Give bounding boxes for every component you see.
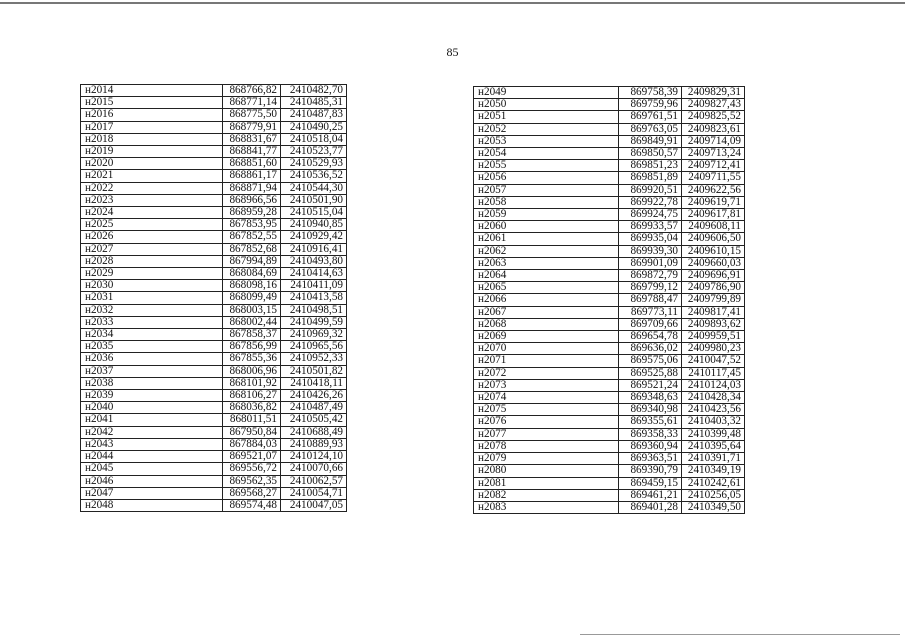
y-coordinate-cell: 2410536,52 (281, 170, 347, 182)
table-row (81, 231, 347, 243)
x-coordinate-cell: 868003,15 (223, 304, 281, 316)
table-row (474, 318, 745, 330)
y-coordinate-cell: 2409606,50 (682, 233, 745, 245)
point-name-cell: н2078 (474, 440, 619, 452)
table-row (474, 392, 745, 404)
table-row (474, 477, 745, 489)
x-coordinate-cell: 869636,02 (619, 343, 682, 355)
table-row (474, 306, 745, 318)
x-coordinate-cell: 868851,60 (223, 158, 281, 170)
table-row (474, 331, 745, 343)
table-row (81, 97, 347, 109)
x-coordinate-cell: 869360,94 (619, 440, 682, 452)
point-name-cell: н2033 (81, 316, 223, 328)
table-row (474, 453, 745, 465)
y-coordinate-cell: 2410529,93 (281, 158, 347, 170)
table-row (81, 329, 347, 341)
x-coordinate-cell: 868036,82 (223, 402, 281, 414)
y-coordinate-cell: 2409799,89 (682, 294, 745, 306)
x-coordinate-cell: 869935,04 (619, 233, 682, 245)
table-row (81, 170, 347, 182)
x-coordinate-cell: 869851,89 (619, 172, 682, 184)
point-name-cell: н2080 (474, 465, 619, 477)
point-name-cell: н2065 (474, 282, 619, 294)
table-row (474, 428, 745, 440)
point-name-cell: н2049 (474, 87, 619, 99)
table-row (81, 402, 347, 414)
y-coordinate-cell: 2410501,82 (281, 365, 347, 377)
point-name-cell: н2020 (81, 158, 223, 170)
y-coordinate-cell: 2410054,71 (281, 487, 347, 499)
x-coordinate-cell: 869849,91 (619, 135, 682, 147)
x-coordinate-cell: 869851,23 (619, 160, 682, 172)
y-coordinate-cell: 2409617,81 (682, 209, 745, 221)
point-name-cell: н2073 (474, 379, 619, 391)
table-row (81, 280, 347, 292)
point-name-cell: н2023 (81, 194, 223, 206)
x-coordinate-cell: 869459,15 (619, 477, 682, 489)
x-coordinate-cell: 868771,14 (223, 97, 281, 109)
table-row (474, 87, 745, 99)
point-name-cell: н2079 (474, 453, 619, 465)
point-name-cell: н2026 (81, 231, 223, 243)
y-coordinate-cell: 2410047,52 (682, 355, 745, 367)
x-coordinate-cell: 869761,51 (619, 111, 682, 123)
y-coordinate-cell: 2410929,42 (281, 231, 347, 243)
y-coordinate-cell: 2410413,58 (281, 292, 347, 304)
table-row (81, 146, 347, 158)
x-coordinate-cell: 869901,09 (619, 257, 682, 269)
point-name-cell: н2032 (81, 304, 223, 316)
point-name-cell: н2083 (474, 501, 619, 513)
y-coordinate-cell: 2410916,41 (281, 243, 347, 255)
y-coordinate-cell: 2409622,56 (682, 184, 745, 196)
point-name-cell: н2024 (81, 207, 223, 219)
table-row (474, 270, 745, 282)
table-row (81, 133, 347, 145)
y-coordinate-cell: 2410493,80 (281, 255, 347, 267)
x-coordinate-cell: 869924,75 (619, 209, 682, 221)
x-coordinate-cell: 869872,79 (619, 270, 682, 282)
y-coordinate-cell: 2409827,43 (682, 99, 745, 111)
point-name-cell: н2034 (81, 329, 223, 341)
table-row (81, 158, 347, 170)
y-coordinate-cell: 2410256,05 (682, 489, 745, 501)
x-coordinate-cell: 869933,57 (619, 221, 682, 233)
point-name-cell: н2055 (474, 160, 619, 172)
point-name-cell: н2040 (81, 402, 223, 414)
x-coordinate-cell: 869709,66 (619, 318, 682, 330)
point-name-cell: н2060 (474, 221, 619, 233)
table-row (81, 207, 347, 219)
x-coordinate-cell: 869788,47 (619, 294, 682, 306)
y-coordinate-cell: 2410117,45 (682, 367, 745, 379)
x-coordinate-cell: 869920,51 (619, 184, 682, 196)
y-coordinate-cell: 2409714,09 (682, 135, 745, 147)
point-name-cell: н2015 (81, 97, 223, 109)
y-coordinate-cell: 2410399,48 (682, 428, 745, 440)
table-row (81, 365, 347, 377)
y-coordinate-cell: 2409829,31 (682, 87, 745, 99)
x-coordinate-cell: 867852,68 (223, 243, 281, 255)
table-row (474, 172, 745, 184)
table-row (81, 414, 347, 426)
y-coordinate-cell: 2410395,64 (682, 440, 745, 452)
x-coordinate-cell: 868084,69 (223, 268, 281, 280)
y-coordinate-cell: 2410544,30 (281, 182, 347, 194)
table-row (474, 282, 745, 294)
point-name-cell: н2018 (81, 133, 223, 145)
x-coordinate-cell: 869568,27 (223, 487, 281, 499)
table-row (474, 209, 745, 221)
x-coordinate-cell: 867950,84 (223, 426, 281, 438)
x-coordinate-cell: 867853,95 (223, 219, 281, 231)
point-name-cell: н2074 (474, 392, 619, 404)
table-row (81, 426, 347, 438)
y-coordinate-cell: 2410969,32 (281, 329, 347, 341)
point-name-cell: н2038 (81, 377, 223, 389)
y-coordinate-cell: 2410490,25 (281, 121, 347, 133)
table-row (81, 194, 347, 206)
table-row (81, 292, 347, 304)
point-name-cell: н2053 (474, 135, 619, 147)
table-row (474, 465, 745, 477)
coordinates-table-left (80, 84, 347, 512)
table-row (474, 440, 745, 452)
y-coordinate-cell: 2410501,90 (281, 194, 347, 206)
x-coordinate-cell: 869521,07 (223, 451, 281, 463)
x-coordinate-cell: 867855,36 (223, 353, 281, 365)
x-coordinate-cell: 869758,39 (619, 87, 682, 99)
point-name-cell: н2082 (474, 489, 619, 501)
table-row (81, 341, 347, 353)
point-name-cell: н2017 (81, 121, 223, 133)
x-coordinate-cell: 869363,51 (619, 453, 682, 465)
point-name-cell: н2054 (474, 148, 619, 160)
x-coordinate-cell: 868766,82 (223, 85, 281, 97)
point-name-cell: н2039 (81, 390, 223, 402)
y-coordinate-cell: 2409696,91 (682, 270, 745, 282)
y-coordinate-cell: 2410418,11 (281, 377, 347, 389)
table-row (474, 123, 745, 135)
x-coordinate-cell: 867856,99 (223, 341, 281, 353)
x-coordinate-cell: 869461,21 (619, 489, 682, 501)
point-name-cell: н2027 (81, 243, 223, 255)
y-coordinate-cell: 2410391,71 (682, 453, 745, 465)
x-coordinate-cell: 868101,92 (223, 377, 281, 389)
x-coordinate-cell: 869401,28 (619, 501, 682, 513)
x-coordinate-cell: 867994,89 (223, 255, 281, 267)
table-row (81, 475, 347, 487)
point-name-cell: н2022 (81, 182, 223, 194)
y-coordinate-cell: 2410499,59 (281, 316, 347, 328)
x-coordinate-cell: 869348,63 (619, 392, 682, 404)
x-coordinate-cell: 868861,17 (223, 170, 281, 182)
y-coordinate-cell: 2410349,50 (682, 501, 745, 513)
y-coordinate-cell: 2409823,61 (682, 123, 745, 135)
y-coordinate-cell: 2409610,15 (682, 245, 745, 257)
x-coordinate-cell: 869355,61 (619, 416, 682, 428)
x-coordinate-cell: 867884,03 (223, 438, 281, 450)
point-name-cell: н2075 (474, 404, 619, 416)
y-coordinate-cell: 2410411,09 (281, 280, 347, 292)
x-coordinate-cell: 869574,48 (223, 499, 281, 511)
x-coordinate-cell: 869654,78 (619, 331, 682, 343)
y-coordinate-cell: 2409608,11 (682, 221, 745, 233)
point-name-cell: н2042 (81, 426, 223, 438)
x-coordinate-cell: 868779,91 (223, 121, 281, 133)
point-name-cell: н2059 (474, 209, 619, 221)
x-coordinate-cell: 869390,79 (619, 465, 682, 477)
table-row (474, 135, 745, 147)
y-coordinate-cell: 2410518,04 (281, 133, 347, 145)
y-coordinate-cell: 2409660,03 (682, 257, 745, 269)
x-coordinate-cell: 869575,06 (619, 355, 682, 367)
x-coordinate-cell: 868002,44 (223, 316, 281, 328)
x-coordinate-cell: 868098,16 (223, 280, 281, 292)
table-row (81, 487, 347, 499)
y-coordinate-cell: 2410428,34 (682, 392, 745, 404)
y-coordinate-cell: 2409619,71 (682, 196, 745, 208)
table-row (81, 182, 347, 194)
table-row (81, 499, 347, 511)
point-name-cell: н2048 (81, 499, 223, 511)
y-coordinate-cell: 2409893,62 (682, 318, 745, 330)
x-coordinate-cell: 868106,27 (223, 390, 281, 402)
y-coordinate-cell: 2410688,49 (281, 426, 347, 438)
x-coordinate-cell: 868099,49 (223, 292, 281, 304)
point-name-cell: н2081 (474, 477, 619, 489)
point-name-cell: н2030 (81, 280, 223, 292)
point-name-cell: н2072 (474, 367, 619, 379)
y-coordinate-cell: 2409713,24 (682, 148, 745, 160)
point-name-cell: н2036 (81, 353, 223, 365)
point-name-cell: н2028 (81, 255, 223, 267)
x-coordinate-cell: 869763,05 (619, 123, 682, 135)
table-row (474, 184, 745, 196)
y-coordinate-cell: 2410124,03 (682, 379, 745, 391)
table-row (474, 367, 745, 379)
y-coordinate-cell: 2410062,57 (281, 475, 347, 487)
x-coordinate-cell: 869358,33 (619, 428, 682, 440)
point-name-cell: н2051 (474, 111, 619, 123)
point-name-cell: н2062 (474, 245, 619, 257)
y-coordinate-cell: 2409825,52 (682, 111, 745, 123)
point-name-cell: н2056 (474, 172, 619, 184)
x-coordinate-cell: 867852,55 (223, 231, 281, 243)
point-name-cell: н2077 (474, 428, 619, 440)
table-row (474, 355, 745, 367)
point-name-cell: н2069 (474, 331, 619, 343)
table-row (81, 451, 347, 463)
point-name-cell: н2052 (474, 123, 619, 135)
table-row (81, 85, 347, 97)
table-row (81, 121, 347, 133)
table-row (81, 255, 347, 267)
x-coordinate-cell: 869773,11 (619, 306, 682, 318)
point-name-cell: н2014 (81, 85, 223, 97)
point-name-cell: н2050 (474, 99, 619, 111)
y-coordinate-cell: 2409959,51 (682, 331, 745, 343)
table-row (474, 489, 745, 501)
y-coordinate-cell: 2410965,56 (281, 341, 347, 353)
point-name-cell: н2070 (474, 343, 619, 355)
y-coordinate-cell: 2409712,41 (682, 160, 745, 172)
x-coordinate-cell: 869922,78 (619, 196, 682, 208)
table-row (474, 245, 745, 257)
point-name-cell: н2057 (474, 184, 619, 196)
x-coordinate-cell: 868841,77 (223, 146, 281, 158)
table-row (474, 257, 745, 269)
y-coordinate-cell: 2410523,77 (281, 146, 347, 158)
y-coordinate-cell: 2410889,93 (281, 438, 347, 450)
table-row (81, 390, 347, 402)
table-row (81, 438, 347, 450)
y-coordinate-cell: 2410403,32 (682, 416, 745, 428)
x-coordinate-cell: 869340,98 (619, 404, 682, 416)
point-name-cell: н2063 (474, 257, 619, 269)
point-name-cell: н2076 (474, 416, 619, 428)
y-coordinate-cell: 2410070,66 (281, 463, 347, 475)
point-name-cell: н2021 (81, 170, 223, 182)
y-coordinate-cell: 2409711,55 (682, 172, 745, 184)
table-row (474, 404, 745, 416)
table-row (474, 294, 745, 306)
x-coordinate-cell: 867858,37 (223, 329, 281, 341)
y-coordinate-cell: 2410242,61 (682, 477, 745, 489)
y-coordinate-cell: 2410124,10 (281, 451, 347, 463)
y-coordinate-cell: 2410952,33 (281, 353, 347, 365)
table-row (474, 148, 745, 160)
point-name-cell: н2068 (474, 318, 619, 330)
table-row (81, 377, 347, 389)
x-coordinate-cell: 869525,88 (619, 367, 682, 379)
point-name-cell: н2058 (474, 196, 619, 208)
y-coordinate-cell: 2410505,42 (281, 414, 347, 426)
y-coordinate-cell: 2410423,56 (682, 404, 745, 416)
x-coordinate-cell: 868871,94 (223, 182, 281, 194)
y-coordinate-cell: 2409980,23 (682, 343, 745, 355)
page-number: 85 (446, 45, 459, 59)
point-name-cell: н2061 (474, 233, 619, 245)
x-coordinate-cell: 868966,56 (223, 194, 281, 206)
point-name-cell: н2043 (81, 438, 223, 450)
x-coordinate-cell: 868006,96 (223, 365, 281, 377)
point-name-cell: н2041 (81, 414, 223, 426)
x-coordinate-cell: 869850,57 (619, 148, 682, 160)
point-name-cell: н2031 (81, 292, 223, 304)
y-coordinate-cell: 2410426,26 (281, 390, 347, 402)
x-coordinate-cell: 869799,12 (619, 282, 682, 294)
point-name-cell: н2064 (474, 270, 619, 282)
y-coordinate-cell: 2410487,49 (281, 402, 347, 414)
table-row (81, 316, 347, 328)
point-name-cell: н2071 (474, 355, 619, 367)
table-row (81, 243, 347, 255)
table-row (474, 416, 745, 428)
x-coordinate-cell: 868011,51 (223, 414, 281, 426)
table-row (474, 501, 745, 513)
x-coordinate-cell: 869562,35 (223, 475, 281, 487)
y-coordinate-cell: 2410498,51 (281, 304, 347, 316)
y-coordinate-cell: 2410940,85 (281, 219, 347, 231)
y-coordinate-cell: 2410482,70 (281, 85, 347, 97)
x-coordinate-cell: 869521,24 (619, 379, 682, 391)
point-name-cell: н2025 (81, 219, 223, 231)
table-row (474, 343, 745, 355)
table-row (474, 221, 745, 233)
table-row (81, 353, 347, 365)
point-name-cell: н2016 (81, 109, 223, 121)
table-row (81, 304, 347, 316)
x-coordinate-cell: 869939,30 (619, 245, 682, 257)
x-coordinate-cell: 868959,28 (223, 207, 281, 219)
y-coordinate-cell: 2410414,63 (281, 268, 347, 280)
point-name-cell: н2045 (81, 463, 223, 475)
table-row (474, 111, 745, 123)
table-row (474, 196, 745, 208)
table-row (474, 379, 745, 391)
x-coordinate-cell: 868775,50 (223, 109, 281, 121)
point-name-cell: н2066 (474, 294, 619, 306)
scan-top-edge (0, 2, 905, 4)
y-coordinate-cell: 2410047,05 (281, 499, 347, 511)
y-coordinate-cell: 2409786,90 (682, 282, 745, 294)
y-coordinate-cell: 2410515,04 (281, 207, 347, 219)
scan-bottom-edge (580, 634, 900, 635)
coordinates-table-right (473, 86, 745, 514)
point-name-cell: н2029 (81, 268, 223, 280)
table-row (474, 233, 745, 245)
y-coordinate-cell: 2410487,83 (281, 109, 347, 121)
x-coordinate-cell: 869556,72 (223, 463, 281, 475)
table-row (81, 268, 347, 280)
point-name-cell: н2046 (81, 475, 223, 487)
point-name-cell: н2067 (474, 306, 619, 318)
table-row (474, 160, 745, 172)
y-coordinate-cell: 2410349,19 (682, 465, 745, 477)
point-name-cell: н2019 (81, 146, 223, 158)
table-row (81, 219, 347, 231)
x-coordinate-cell: 869759,96 (619, 99, 682, 111)
y-coordinate-cell: 2409817,41 (682, 306, 745, 318)
table-row (81, 109, 347, 121)
x-coordinate-cell: 868831,67 (223, 133, 281, 145)
table-row (81, 463, 347, 475)
y-coordinate-cell: 2410485,31 (281, 97, 347, 109)
point-name-cell: н2037 (81, 365, 223, 377)
point-name-cell: н2035 (81, 341, 223, 353)
table-row (474, 99, 745, 111)
point-name-cell: н2047 (81, 487, 223, 499)
point-name-cell: н2044 (81, 451, 223, 463)
